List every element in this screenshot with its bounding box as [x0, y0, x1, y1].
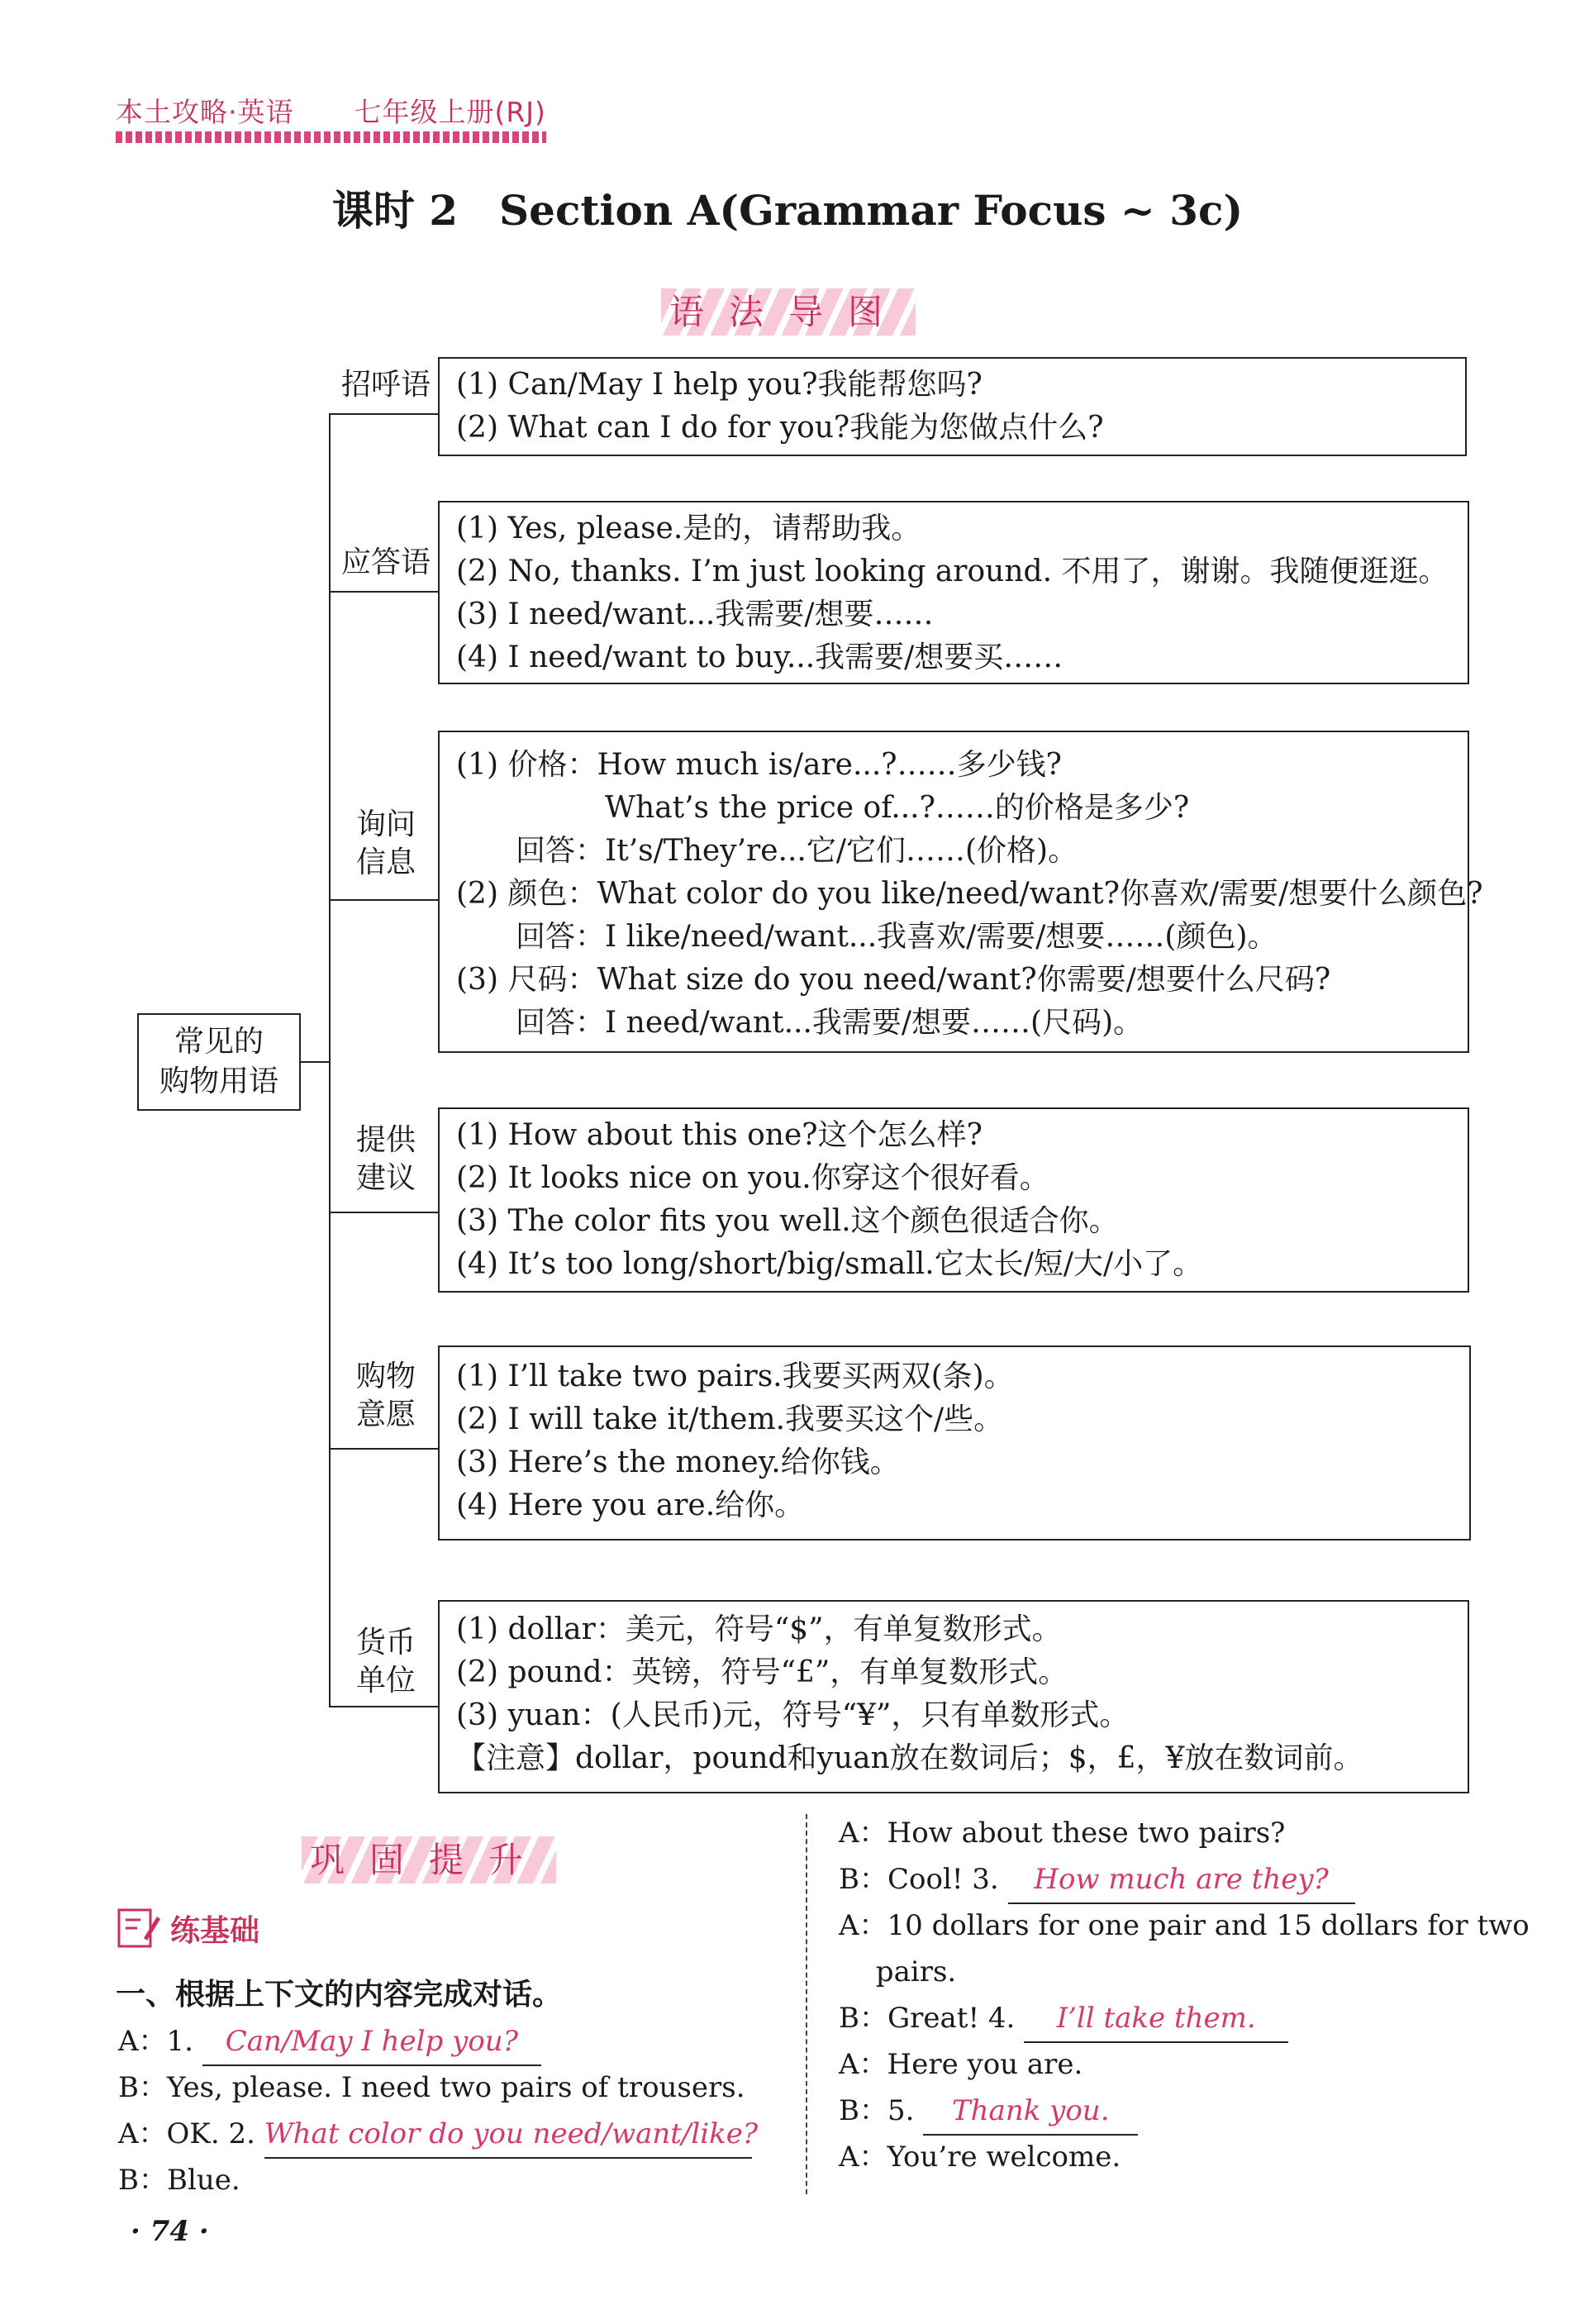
answer-blank-5[interactable]: Thank you. — [923, 2088, 1138, 2136]
category-currency: 货币 单位 — [355, 1626, 416, 1698]
answer-blank-4[interactable]: I’ll take them. — [1024, 1995, 1288, 2043]
category-response: 应答语 — [340, 545, 431, 579]
dialogue-line: A：10 dollars for one pair and 15 dollars for two — [839, 1909, 1530, 1942]
answer-blank-2[interactable]: What color do you need/want/like? — [264, 2111, 752, 2159]
dialogue-line: B：Great! 4. I’ll take them. — [839, 1995, 1288, 2043]
category-greeting: 招呼语 — [340, 368, 431, 402]
consolidate-banner: 巩固提升 — [302, 1833, 556, 1883]
grade-label: 七年级上册(RJ) — [354, 96, 546, 128]
answer-blank-1[interactable]: Can/May I help you? — [202, 2018, 541, 2066]
dialogue-line: A：OK. 2. What color do you need/want/like? — [118, 2111, 752, 2159]
box-inquiry: (1) 价格：How much is/are...?……多少钱? What’s the price of...?……的价格是多少? 回答：It’s/They’re...它/它们……(价格)。 (2) 颜色：What color do you like/need/want?你喜欢/需要/想要什么颜色? 回答：I like/need/want...我喜欢/需要/想要……(颜色)。 (3) 尺码：What size do you need/want?你需要/想要什么尺码? 回答：I need/want...我需要/想要……(尺码)。 — [438, 731, 1469, 1053]
category-inquiry: 询问 信息 — [355, 807, 416, 879]
dialogue-line: pairs. — [839, 1955, 957, 1988]
box-currency: (1) dollar：美元，符号“$”，有单复数形式。 (2) pound：英镑，符号“£”，有单复数形式。 (3) yuan：(人民币)元，符号“¥”，只有单数形式。 【注意】dollar，pound和yuan放在数词后；$，£，¥放在数词前。 — [438, 1600, 1469, 1793]
dialogue-line: A：1. Can/May I help you? — [118, 2018, 541, 2066]
book-name: 本土攻略·英语 — [116, 96, 294, 128]
box-suggestion: (1) How about this one?这个怎么样? (2) It looks nice on you.你穿这个很好看。 (3) The color fits you well.这个颜色很适合你。 (4) It’s too long/short/big/small.它太长/短/大/小了。 — [438, 1107, 1469, 1293]
lesson-title: 课时 2 Section A(Grammar Focus ~ 3c) — [331, 186, 1244, 235]
box-response: (1) Yes, please.是的，请帮助我。 (2) No, thanks. I’m just looking around. 不用了，谢谢。我随便逛逛。 (3) I need/want...我需要/想要…… (4) I need/want to buy...我需要/想要买…… — [438, 501, 1469, 684]
dialogue-line: A：How about these two pairs? — [839, 1817, 1286, 1850]
dialogue-line: A：You’re welcome. — [839, 2141, 1121, 2174]
practice-heading — [116, 1905, 259, 1951]
category-suggestion: 提供 建议 — [355, 1123, 416, 1195]
page-number: · 74 · — [131, 2215, 209, 2248]
book-header — [116, 91, 546, 143]
column-divider — [806, 1814, 807, 2194]
box-greeting: (1) Can/May I help you?我能帮您吗? (2) What can I do for you?我能为您做点什么? — [438, 357, 1467, 456]
exercise-instruction: 一、根据上下文的内容完成对话。 — [116, 1978, 563, 2012]
pencil-note-icon — [116, 1905, 162, 1951]
map-trunk — [329, 413, 331, 1707]
branch-line — [329, 899, 438, 901]
grammar-map-banner: 语法导图 — [661, 285, 916, 335]
dialogue-line: B：Blue. — [118, 2164, 240, 2197]
box-intent: (1) I’ll take two pairs.我要买两双(条)。 (2) I will take it/them.我要买这个/些。 (3) Here’s the money.给你钱。 (4) Here you are.给你。 — [438, 1345, 1471, 1541]
branch-line — [329, 591, 438, 593]
root-connector — [301, 1061, 329, 1063]
branch-line — [329, 1448, 438, 1450]
practice-label: 练基础 — [170, 1913, 260, 1948]
branch-line — [329, 413, 438, 415]
dialogue-line: B：Cool! 3. How much are they? — [839, 1856, 1355, 1904]
dialogue-line: B：Yes, please. I need two pairs of trousers. — [118, 2071, 745, 2104]
dialogue-line: A：Here you are. — [839, 2048, 1083, 2081]
branch-line — [329, 1212, 438, 1213]
map-root: 常见的 购物用语 — [137, 1013, 301, 1111]
dialogue-line: B：5. Thank you. — [839, 2088, 1138, 2136]
answer-blank-3[interactable]: How much are they? — [1008, 1856, 1355, 1904]
category-intent: 购物 意愿 — [355, 1360, 416, 1431]
branch-line — [329, 1706, 438, 1707]
